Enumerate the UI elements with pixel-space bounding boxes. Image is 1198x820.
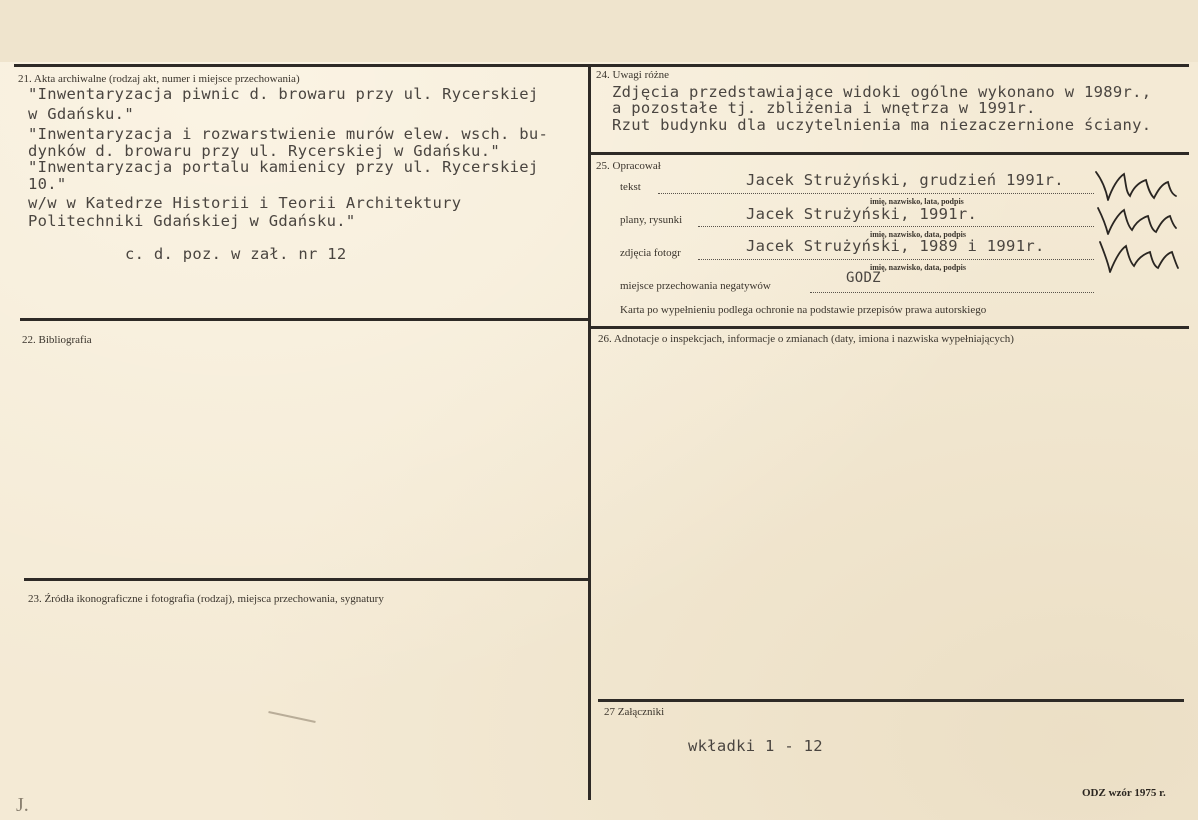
center-divider bbox=[588, 64, 591, 800]
field-plany-value: Jacek Strużyński, 1991r. bbox=[746, 205, 978, 223]
rule-21-22 bbox=[20, 318, 588, 321]
s27-value: wkładki 1 - 12 bbox=[688, 737, 823, 755]
section-27-label: 27 Załączniki bbox=[604, 706, 665, 718]
s21-line-2: w Gdańsku." bbox=[28, 105, 134, 123]
rule-24-25 bbox=[591, 152, 1189, 155]
section-25-label: 25. Opracował bbox=[596, 160, 661, 172]
field-tekst-line bbox=[658, 193, 1094, 194]
top-rule bbox=[14, 64, 1189, 67]
rule-25-26 bbox=[591, 326, 1189, 329]
pencil-mark bbox=[268, 711, 315, 723]
section-26-label: 26. Adnotacje o inspekcjach, informacje o zmianach (daty, imiona i nazwiska wypełniających) bbox=[598, 333, 1014, 345]
field-plany-line bbox=[698, 226, 1094, 227]
s24-line-3: Rzut budynku dla uczytelnienia ma niezaczernione ściany. bbox=[612, 116, 1152, 134]
field-zdjecia-value: Jacek Strużyński, 1989 i 1991r. bbox=[746, 237, 1045, 255]
section-22-label: 22. Bibliografia bbox=[22, 334, 92, 346]
s21-line-4: dynków d. browaru przy ul. Rycerskiej w Gdańsku." bbox=[28, 142, 500, 160]
field-zdjecia-hint: imię, nazwisko, data, podpis bbox=[870, 263, 967, 272]
field-plany-hint: imię, nazwisko, data, podpis bbox=[870, 230, 967, 239]
section-23-label: 23. Źródła ikonograficzne i fotografia (rodzaj), miejsca przechowania, sygnatury bbox=[28, 593, 384, 605]
section-21-label: 21. Akta archiwalne (rodzaj akt, numer i miejsce przechowania) bbox=[18, 73, 300, 85]
field-zdjecia-label: zdjęcia fotogr bbox=[620, 247, 681, 259]
rule-26-27 bbox=[598, 699, 1184, 702]
s24-line-1: Zdjęcia przedstawiające widoki ogólne wykonano w 1989r., bbox=[612, 83, 1152, 101]
field-miejsce-label: miejsce przechowania negatywów bbox=[620, 280, 771, 292]
form-version: ODZ wzór 1975 r. bbox=[1082, 787, 1166, 799]
s21-line-8: Politechniki Gdańskiej w Gdańsku." bbox=[28, 212, 356, 230]
s21-line-5: "Inwentaryzacja portalu kamienicy przy ul. Rycerskiej bbox=[28, 158, 539, 176]
section-24-label: 24. Uwagi różne bbox=[596, 69, 670, 81]
s21-line-7: w/w w Katedrze Historii i Teorii Architektury bbox=[28, 194, 462, 212]
top-margin bbox=[0, 0, 1198, 62]
field-tekst-label: tekst bbox=[620, 181, 641, 193]
field-tekst-value: Jacek Strużyński, grudzień 1991r. bbox=[746, 171, 1064, 189]
field-miejsce-line bbox=[810, 292, 1094, 293]
field-plany-label: plany, rysunki bbox=[620, 214, 683, 226]
field-miejsce-value: GODZ bbox=[846, 270, 881, 286]
signature-3 bbox=[1090, 234, 1182, 280]
field-tekst-hint: imię, nazwisko, lata, podpis bbox=[870, 197, 964, 206]
s21-line-9: c. d. poz. w zał. nr 12 bbox=[125, 245, 347, 263]
s21-line-6: 10." bbox=[28, 175, 67, 193]
s24-line-2: a pozostałe tj. zbliżenia i wnętrza w 1991r. bbox=[612, 99, 1036, 117]
field-zdjecia-line bbox=[698, 259, 1094, 260]
s21-line-1: "Inwentaryzacja piwnic d. browaru przy ul. Rycerskiej bbox=[28, 85, 539, 103]
rule-22-23 bbox=[24, 578, 588, 581]
s21-line-3: "Inwentaryzacja i rozwarstwienie murów elew. wsch. bu- bbox=[28, 125, 549, 143]
margin-mark: J. bbox=[16, 794, 29, 816]
copyright-note: Karta po wypełnieniu podlega ochronie na podstawie przepisów prawa autorskiego bbox=[620, 304, 987, 316]
